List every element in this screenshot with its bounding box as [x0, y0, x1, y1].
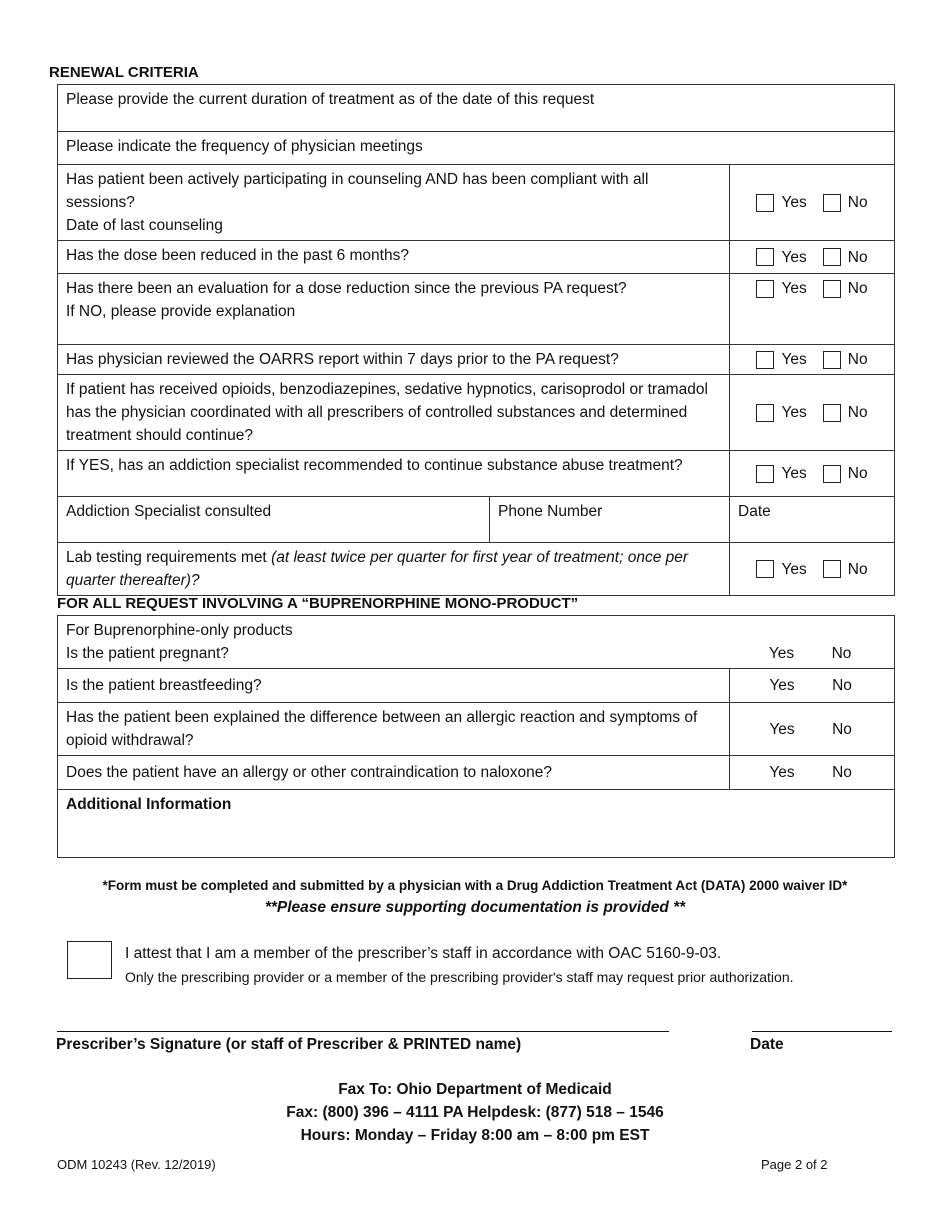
question-naloxone: Does the patient have an allergy or other contraindication to naloxone? — [58, 756, 730, 790]
yes-label: Yes — [781, 248, 807, 266]
attest-disclaimer: Only the prescribing provider or a member of the prescribing provider's staff may request prior authorization. — [125, 969, 794, 985]
question-coordinated: If patient has received opioids, benzodiazepines, sedative hypnotics, carisoprodol or tramadol has the physician coordinated with all prescribers of controlled substances and determined treatment should continue? — [58, 375, 730, 451]
lab-testing-text: Lab testing requirements met — [66, 549, 272, 566]
form-requirement-note: *Form must be completed and submitted by a physician with a Drug Addiction Treatment Act (DATA) 2000 waiver ID* — [102, 878, 848, 893]
explained-no-option[interactable]: No — [832, 720, 852, 738]
page-number: Page 2 of 2 — [761, 1157, 828, 1172]
specialist-yes-checkbox[interactable] — [756, 465, 774, 483]
attest-statement: I attest that I am a member of the prescriber’s staff in accordance with OAC 5160-9-03. — [125, 945, 722, 962]
specialist-phone-field[interactable]: Phone Number — [490, 497, 730, 543]
no-label: No — [847, 280, 868, 297]
documentation-note: **Please ensure supporting documentation is provided ** — [264, 899, 686, 916]
renewal-criteria-table — [57, 84, 895, 596]
mono-product-title: FOR ALL REQUEST INVOLVING A “BUPRENORPHINE MONO-PRODUCT” — [57, 595, 579, 612]
question-evaluation-explanation[interactable]: If NO, please provide explanation — [66, 303, 296, 320]
question-frequency[interactable]: Please indicate the frequency of physician meetings — [58, 132, 895, 165]
additional-information-field[interactable]: Additional Information — [58, 790, 895, 858]
dose-reduced-yes-checkbox[interactable] — [756, 248, 774, 266]
pregnant-text: Is the patient pregnant? — [66, 645, 229, 662]
evaluation-no-checkbox[interactable] — [823, 280, 841, 298]
dose-reduced-no-checkbox[interactable] — [823, 248, 841, 266]
date-line[interactable] — [752, 1031, 892, 1032]
yes-label: Yes — [781, 194, 807, 211]
pregnant-yes-option[interactable]: Yes — [768, 645, 795, 662]
question-duration[interactable]: Please provide the current duration of treatment as of the date of this request — [58, 85, 895, 132]
hours-line: Hours: Monday – Friday 8:00 am – 8:00 pm EST — [300, 1127, 650, 1144]
fax-numbers-line: Fax: (800) 396 – 4111 PA Helpdesk: (877) 518 – 1546 — [286, 1104, 664, 1121]
evaluation-yes-checkbox[interactable] — [756, 280, 774, 298]
signature-label: Prescriber’s Signature (or staff of Prescriber & PRINTED name) — [56, 1036, 522, 1053]
no-label: No — [847, 194, 868, 211]
question-pregnant — [58, 616, 895, 669]
lab-testing-yes-checkbox[interactable] — [756, 560, 774, 578]
naloxone-yes-option[interactable]: Yes — [769, 764, 795, 781]
coordinated-no-checkbox[interactable] — [823, 404, 841, 422]
question-specialist: If YES, has an addiction specialist recommended to continue substance abuse treatment? — [58, 451, 730, 497]
no-label: No — [847, 465, 868, 482]
yes-label: Yes — [781, 280, 807, 297]
naloxone-no-option[interactable]: No — [832, 764, 852, 781]
yes-label: Yes — [781, 560, 807, 578]
question-lab-testing — [58, 543, 730, 596]
explained-yes-option[interactable]: Yes — [769, 720, 795, 738]
specialist-no-checkbox[interactable] — [823, 465, 841, 483]
question-dose-reduced: Has the dose been reduced in the past 6 months? — [58, 241, 730, 274]
question-counseling — [58, 165, 730, 241]
signature-line[interactable] — [57, 1031, 669, 1032]
breastfeeding-no-option[interactable]: No — [832, 677, 852, 694]
specialist-consulted-field[interactable]: Addiction Specialist consulted — [58, 497, 490, 543]
form-id: ODM 10243 (Rev. 12/2019) — [57, 1157, 216, 1172]
lab-testing-no-checkbox[interactable] — [823, 560, 841, 578]
renewal-criteria-title: RENEWAL CRITERIA — [49, 64, 199, 81]
no-label: No — [847, 351, 868, 368]
mono-product-table — [57, 615, 895, 858]
oarrs-no-checkbox[interactable] — [823, 351, 841, 369]
specialist-date-field[interactable]: Date — [730, 497, 895, 543]
yes-label: Yes — [781, 351, 807, 368]
counseling-yes-checkbox[interactable] — [756, 194, 774, 212]
attest-checkbox[interactable] — [67, 941, 112, 979]
no-label: No — [847, 560, 868, 578]
breastfeeding-yes-option[interactable]: Yes — [769, 677, 795, 694]
question-counseling-date[interactable]: Date of last counseling — [66, 217, 223, 234]
yes-label: Yes — [781, 465, 807, 482]
yes-label: Yes — [781, 404, 807, 421]
pregnant-no-option[interactable]: No — [831, 645, 852, 662]
lab-testing-detail: (at least twice per quarter for first year of treatment; once per quarter thereafter)? — [66, 549, 689, 589]
no-label: No — [847, 248, 868, 266]
question-explained: Has the patient been explained the difference between an allergic reaction and symptoms of opioid withdrawal? — [58, 703, 730, 756]
coordinated-yes-checkbox[interactable] — [756, 404, 774, 422]
question-breastfeeding: Is the patient breastfeeding? — [58, 669, 730, 703]
oarrs-yes-checkbox[interactable] — [756, 351, 774, 369]
date-label: Date — [750, 1036, 784, 1053]
question-oarrs: Has physician reviewed the OARRS report within 7 days prior to the PA request? — [58, 345, 730, 375]
buprenorphine-only-label: For Buprenorphine-only products — [66, 622, 293, 639]
no-label: No — [847, 404, 868, 421]
counseling-no-checkbox[interactable] — [823, 194, 841, 212]
question-counseling-text: Has patient been actively participating in counseling AND has been compliant with all sessions? — [66, 171, 649, 211]
fax-to-line: Fax To: Ohio Department of Medicaid — [338, 1081, 612, 1098]
question-evaluation-text: Has there been an evaluation for a dose reduction since the previous PA request? — [66, 280, 627, 297]
question-evaluation — [58, 274, 730, 345]
